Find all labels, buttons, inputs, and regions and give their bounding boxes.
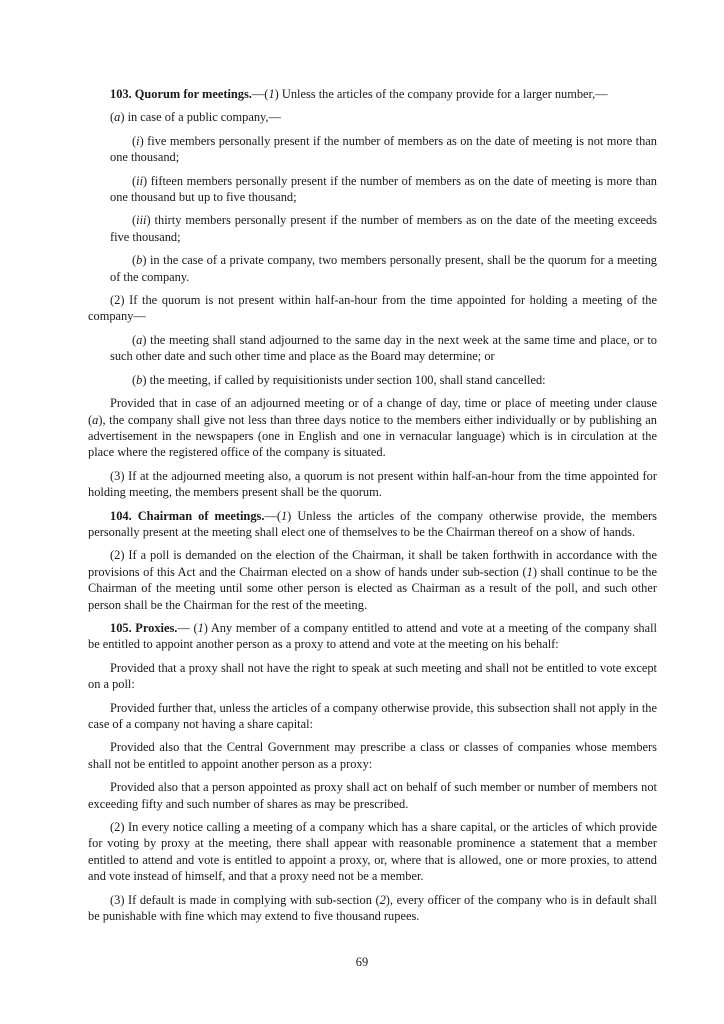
sub-clause-103-1-a-i: (i) five members personally present if the number of members as on the date of meeting is not more than one thousand; [110,133,657,165]
section-104-subsection-1: 104. Chairman of meetings.—(1) Unless the articles of the company otherwise provide, the members personally present at the meeting shall elect one of themselves to be the Chairman thereof on a show of hands. [88,508,657,539]
section-104-subsection-2: (2) If a poll is demanded on the election of the Chairman, it shall be taken forthwith in accordance with the provisions of this Act and the Chairman elected on a show of hands under sub-section (1) shall continue to be the Chairman of the meeting until some other person is elected as Chairman as a result of the poll, and such other person shall be the Chairman for the rest of the meeting. [88,548,658,612]
section-104-heading: 104. Chairman of meetings. [110,508,265,523]
clause-103-2-a: (a) the meeting shall stand adjourned to the same day in the next week at the same time and place, or to such other date and such other time and place as the Board may determine; or [110,332,657,364]
clause-103-1-a: (a) in case of a public company,— [110,110,281,125]
section-105-proviso-3: Provided also that the Central Government may prescribe a class or classes of companies whose members shall not be entitled to appoint another person as a proxy: [88,740,657,771]
section-105-proviso-2: Provided further that, unless the articles of a company otherwise provide, this subsection shall not apply in the case of a company not having a share capital: [88,700,657,731]
section-105-heading: 105. Proxies. [110,620,178,635]
page-number: 69 [355,955,369,969]
section-105-subsection-3: (3) If default is made in complying with sub-section (2), every officer of the company who is in default shall be punishable with fine which may extend to five thousand rupees. [88,892,657,924]
section-103-heading: 103. Quorum for meetings. [110,87,252,101]
section-105-proviso-4: Provided also that a person appointed as proxy shall act on behalf of such member or number of members not exceeding fifty and such number of shares as may be prescribed. [88,780,657,811]
section-103-subsection-2: (2) If the quorum is not present within half-an-hour from the time appointed for holding a meeting of the company— [88,293,657,324]
section-105-subsection-1: 105. Proxies.— (1) Any member of a company entitled to attend and vote at a meeting of the company shall be entitled to appoint another person as a proxy to attend and vote at the meeting on his behalf: [88,620,657,652]
section-105-subsection-2: (2) In every notice calling a meeting of a company which has a share capital, or the articles of which provide for voting by proxy at the meeting, there shall appear with reasonable prominence a statement that a member entitled to attend and vote is entitled to appoint a proxy, or, where that is allowed, one or more proxies, to attend and vote instead of himself, and that a proxy need not be a member. [88,820,657,884]
section-103-subsection-3: (3) If at the adjourned meeting also, a quorum is not present within half-an-hour from the time appointed for holding meeting, the members present shall be the quorum. [88,468,657,500]
section-103-subsection-1: 103. Quorum for meetings.—(1) Unless the articles of the company provide for a larger number,— [110,87,608,101]
sub-clause-103-1-a-iii: (iii) thirty members personally present if the number of members as on the date of the meeting exceeds five thousand; [110,213,657,244]
clause-103-2-b: (b) the meeting, if called by requisitionists under section 100, shall stand cancelled: [132,372,546,387]
section-103-proviso: Provided that in case of an adjourned meeting or of a change of day, time or place of meeting under clause (a), the company shall give not less than three days notice to the members either individually or by publishing an advertisement in the newspapers (one in English and one in vernacular language) which is in circulation at the place where the registered office of the company is situated. [88,396,657,460]
document-page [88,86,657,931]
sub-clause-103-1-a-ii: (ii) fifteen members personally present if the number of members as on the date of meeting is more than one thousand but up to five thousand; [110,173,657,205]
section-105-proviso-1: Provided that a proxy shall not have the right to speak at such meeting and shall not be entitled to vote except on a poll: [88,660,657,692]
clause-103-1-b: (b) in the case of a private company, two members personally present, shall be the quorum for a meeting of the company. [110,253,657,284]
